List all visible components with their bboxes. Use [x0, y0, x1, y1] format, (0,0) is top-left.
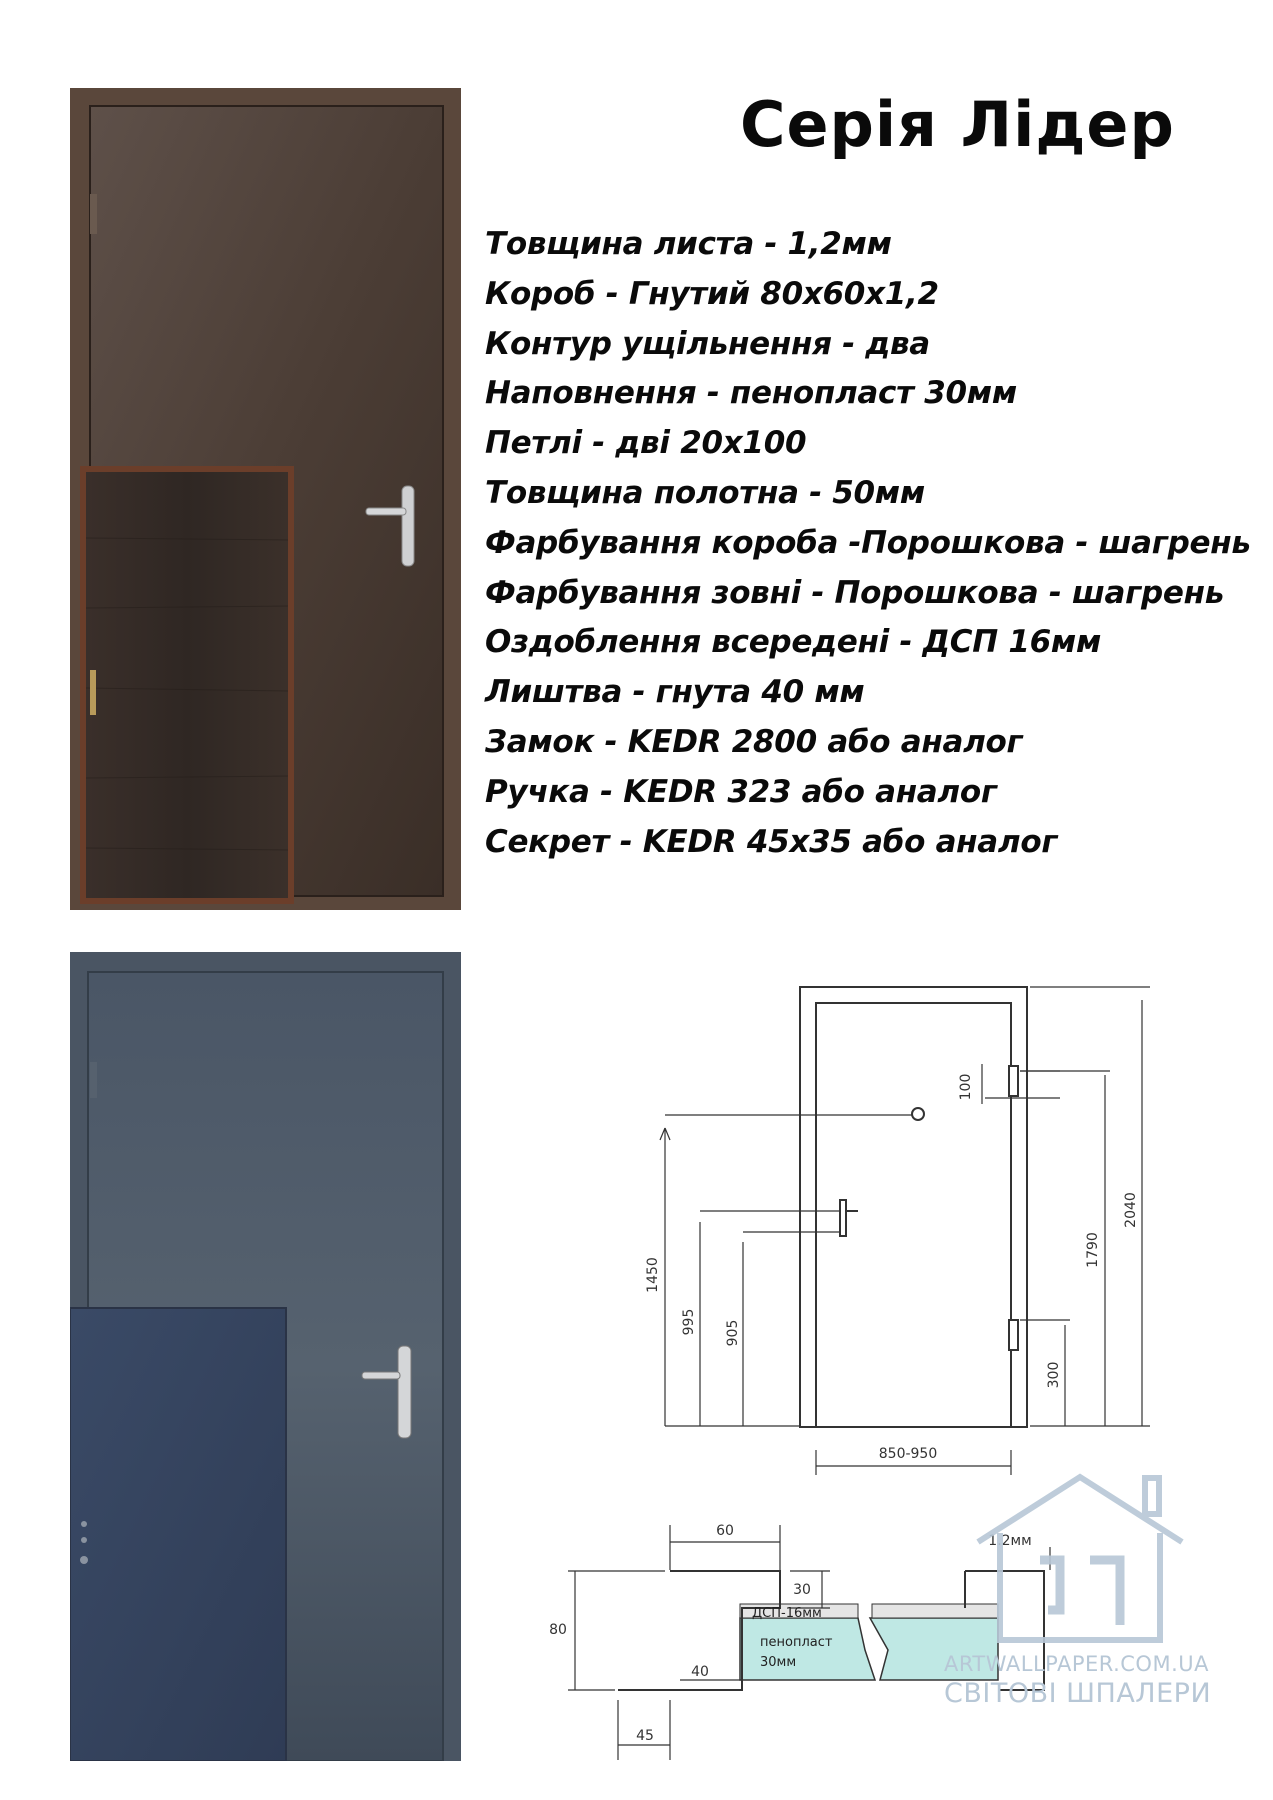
- spec-leaf-thickness: Товщина полотна - 50мм: [485, 474, 925, 511]
- door-front-drawing: [800, 987, 1027, 1427]
- dim-hinge-bottom: 300: [1046, 1361, 1062, 1389]
- dim-sheet-thickness: 1.2мм: [988, 1533, 1032, 1549]
- dim-width: 850-950: [878, 1446, 938, 1462]
- dim-lock-lower: 905: [725, 1319, 741, 1347]
- spec-filling: Наповнення - пенопласт 30мм: [485, 375, 1017, 412]
- page-title: Серія Лідер: [740, 88, 1175, 161]
- dim-trim-width: 40: [691, 1664, 709, 1680]
- spec-trim: Лиштва - гнута 40 мм: [485, 674, 865, 711]
- watermark-house-icon: [978, 1477, 1182, 1640]
- dim-lock-upper: 995: [681, 1308, 697, 1336]
- label-fill-1: пенопласт: [760, 1635, 833, 1650]
- spec-hinges: Петлі - дві 20х100: [485, 425, 807, 462]
- door-section-drawing: [549, 1523, 1050, 1760]
- spec-sheet-thickness: Товщина листа - 1,2мм: [485, 226, 892, 262]
- dim-frame-return: 30: [793, 1582, 811, 1598]
- spec-lock: Замок - KEDR 2800 або аналог: [485, 723, 1023, 760]
- spec-frame: Короб - Гнутий 80х60х1,2: [485, 275, 939, 312]
- spec-handle: Ручка - KEDR 323 або аналог: [485, 773, 997, 810]
- watermark-subtitle: СВІТОВІ ШПАЛЕРИ: [944, 1678, 1212, 1709]
- dim-frame-height: 80: [549, 1622, 567, 1638]
- label-board: ДСП-16мм: [752, 1606, 822, 1621]
- dim-total-height: 2040: [1123, 1192, 1139, 1228]
- label-fill-2: 30мм: [760, 1655, 797, 1670]
- spec-inner-finish: Оздоблення всередені - ДСП 16мм: [485, 624, 1102, 661]
- watermark-url: ARTWALLPAPER.COM.UA: [944, 1652, 1209, 1676]
- spec-outer-painting: Фарбування зовні - Порошкова - шагрень: [485, 574, 1225, 611]
- dim-handle-height: 1450: [645, 1257, 661, 1293]
- dim-frame-depth: 60: [716, 1523, 734, 1539]
- dim-hinge-top: 100: [958, 1073, 974, 1101]
- dim-leaf-height: 1790: [1085, 1232, 1101, 1268]
- dim-trim-offset: 45: [636, 1728, 654, 1744]
- spec-seal: Контур ущільнення - два: [485, 325, 930, 362]
- spec-cylinder: Секрет - KEDR 45х35 або аналог: [485, 823, 1058, 860]
- spec-frame-painting: Фарбування короба -Порошкова - шагрень: [485, 524, 1251, 561]
